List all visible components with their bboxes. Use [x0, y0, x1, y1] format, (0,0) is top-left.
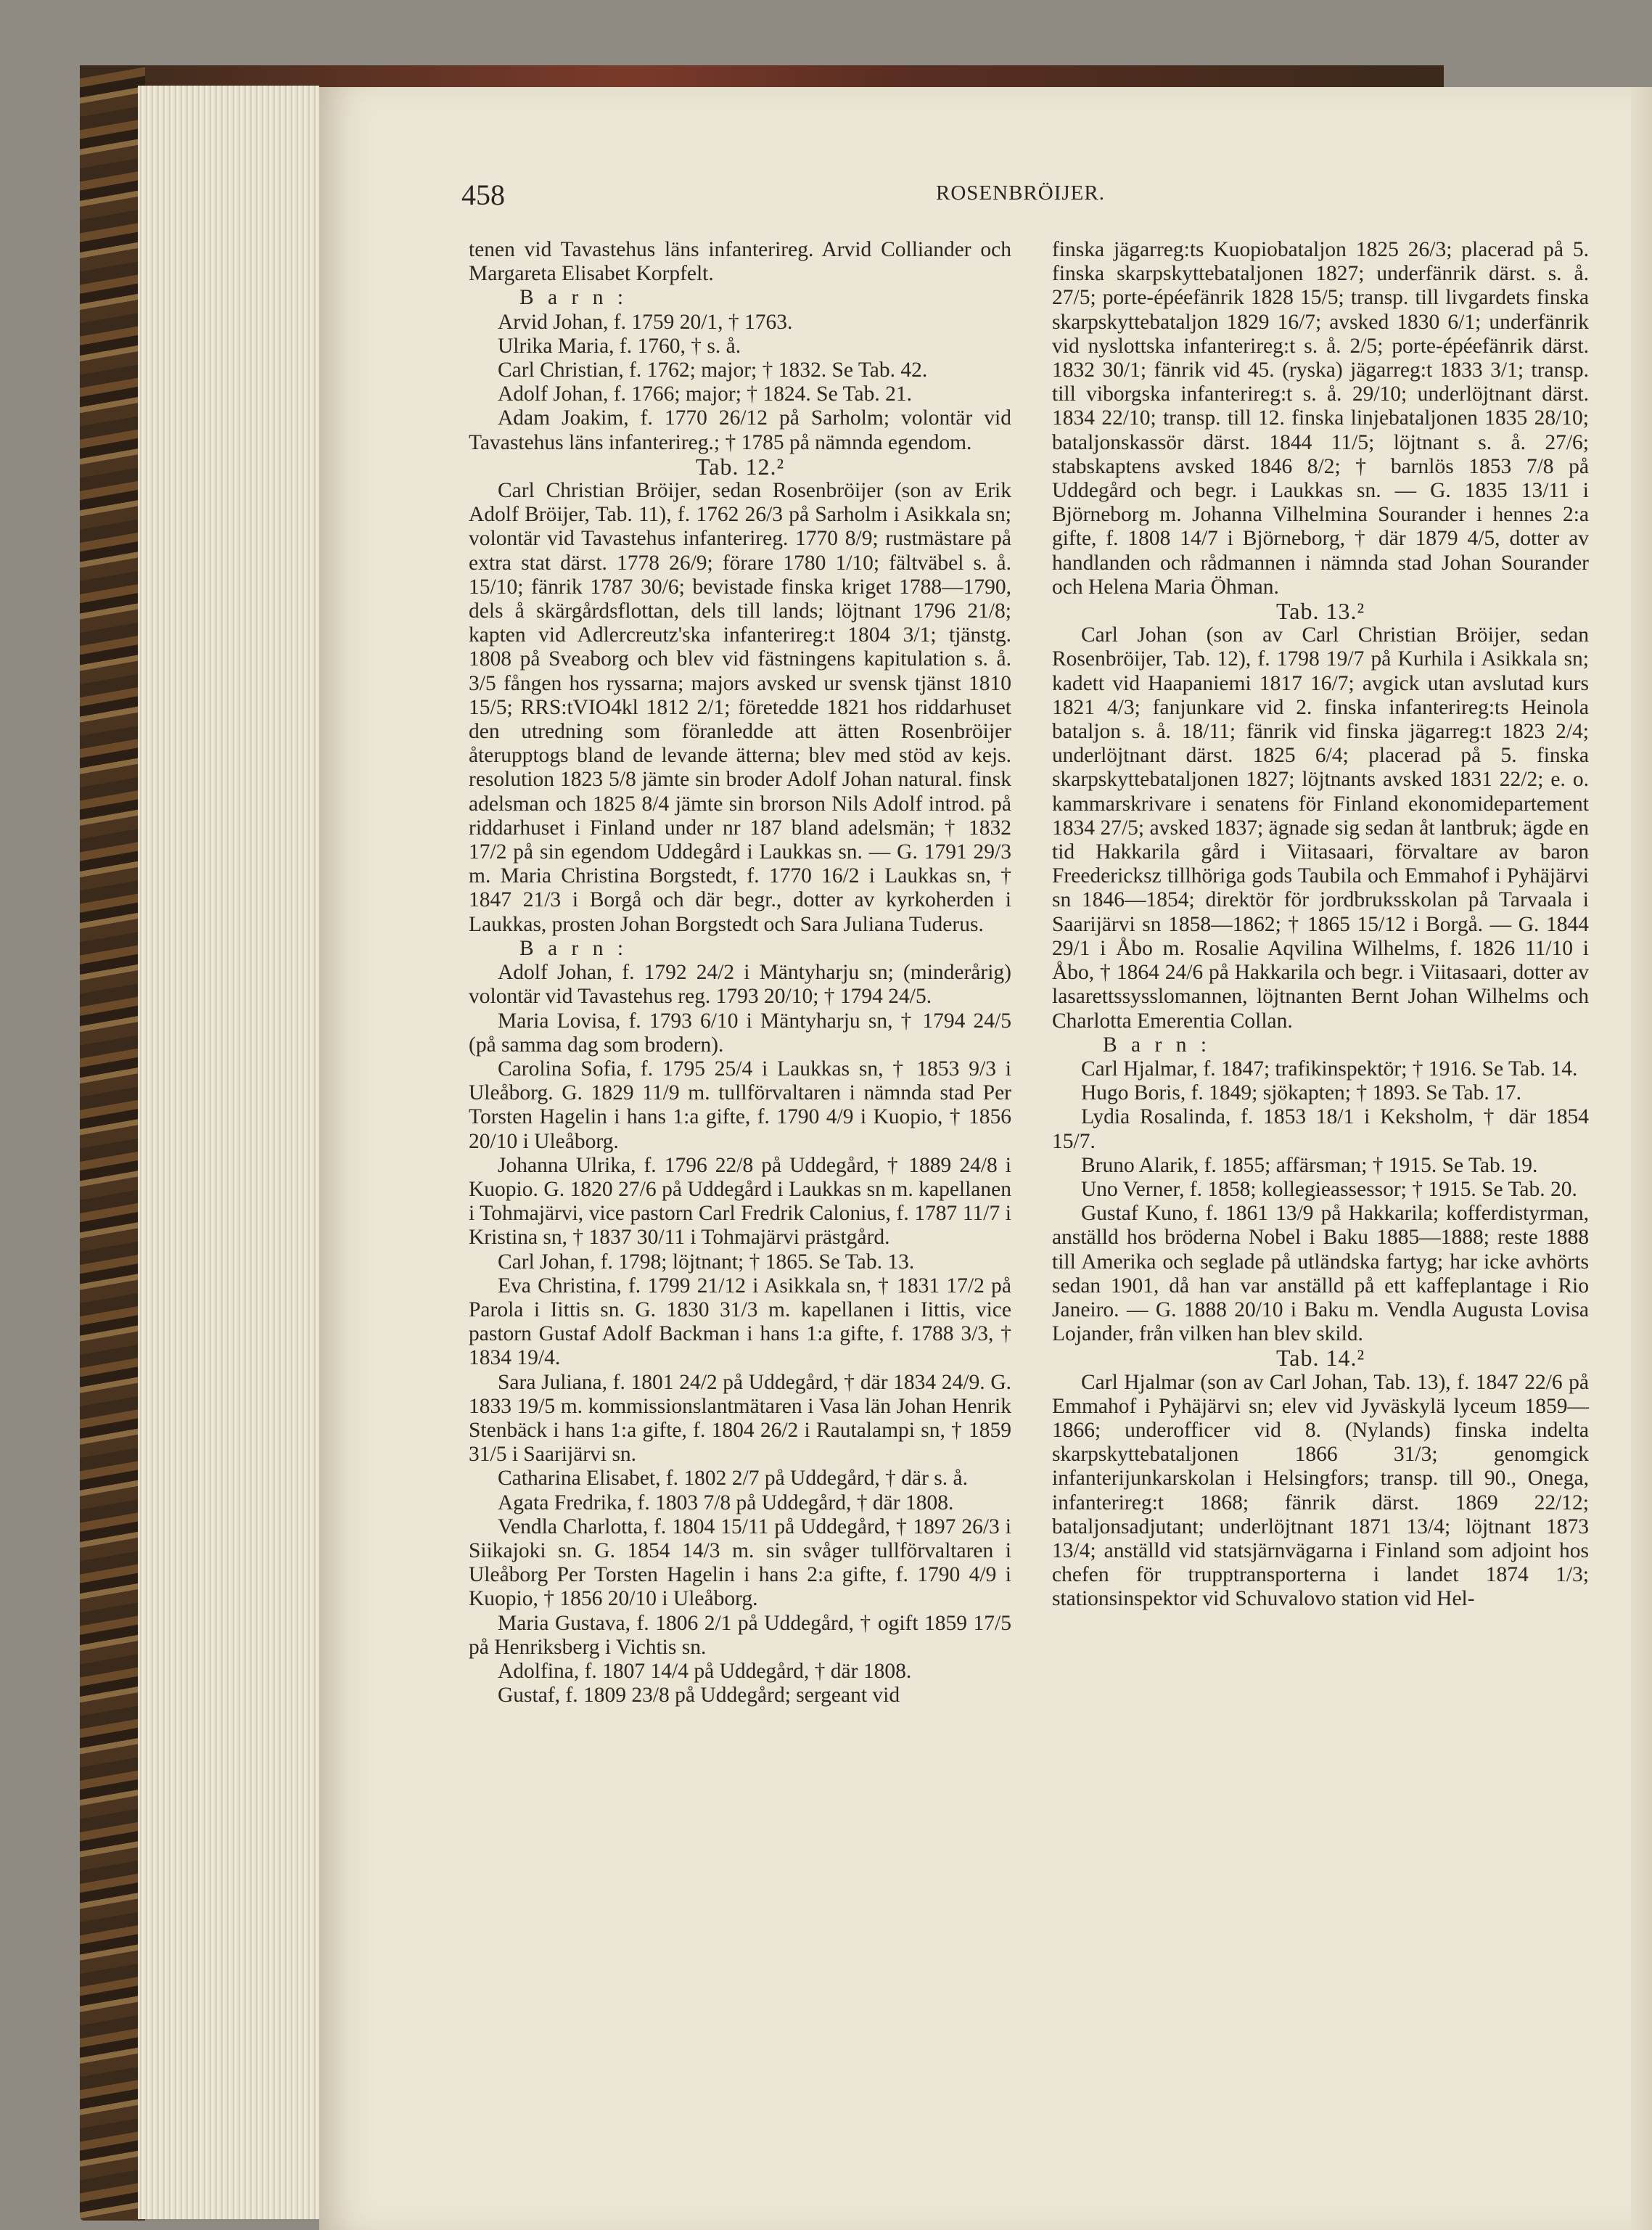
- child-entry: Sara Juliana, f. 1801 24/2 på Uddegård, † där 1834 24/9. G. 1833 19/5 m. kommissionslantmätaren i Vasa län Johan Henrik Stenbäck i hans 1:a gifte, f. 1804 26/2 i Rautalampi sn, † 1859 31/5 i Saarijärvi sn.: [469, 1370, 1011, 1467]
- children-heading: B a r n :: [519, 936, 628, 960]
- child-entry: Eva Christina, f. 1799 21/12 i Asikkala sn, † 1831 17/2 på Parola i Iittis sn. G. 1830 31/3 m. kapellanen i Iittis, vice pastorn Gustaf Adolf Backman i hans 1:a gifte, f. 1788 3/3, † 1834 19/4.: [469, 1274, 1011, 1370]
- table-heading: Tab. 14.²: [1275, 1345, 1365, 1372]
- child-entry: Gustaf, f. 1809 23/8 på Uddegård; sergeant vid: [498, 1684, 900, 1708]
- children-heading: B a r n :: [1103, 1033, 1212, 1057]
- table-heading: Tab. 13.²: [1275, 598, 1365, 625]
- page-right-edge: [1631, 87, 1652, 2230]
- child-entry: Adam Joakim, f. 1770 26/12 på Sarholm; volontär vid Tavastehus läns infanterireg.; † 1785 på nämnda egendom.: [469, 406, 1011, 454]
- child-entry: Arvid Johan, f. 1759 20/1, † 1763.: [498, 310, 793, 334]
- running-title: ROSENBRÖIJER.: [936, 181, 1105, 205]
- child-entry: Catharina Elisabet, f. 1802 2/7 på Uddegård, † där s. å.: [498, 1467, 968, 1491]
- children-heading: B a r n :: [519, 286, 628, 310]
- child-entry: Johanna Ulrika, f. 1796 22/8 på Uddegård, † 1889 24/8 i Kuopio. G. 1820 27/6 på Uddegård i Laukkas sn m. kapellanen i Tohmajärvi, vice pastorn Carl Fredrik Calonius, f. 1787 11/7 i Kristina sn, † 1837 30/11 i Tohmajärvi prästgård.: [469, 1153, 1011, 1250]
- paragraph: Carl Christian Bröijer, sedan Rosenbröijer (son av Erik Adolf Bröijer, Tab. 11), f. 1762 26/3 på Sarholm i Asikkala sn; volontär vid Tavastehus infanterireg. 1770 8/9; rustmästare på extra stat därst. 1778 26/9; förare 1780 1/10; fältväbel s. å. 15/10; fänrik 1787 30/6; bevistade finska kriget 1788—1790, dels å skärgårdsflottan, dels till lands; löjtnant 1796 21/8; kapten vid Adlercreutz'ska infanterireg:t 1804 3/1; tjänstg. 1808 på Sveaborg och blev vid fästningens kapitulation s. å. 3/5 fången hos ryssarna; majors avsked ur svensk tjänst 1810 15/5; RRS:tVIO4kl 1812 2/1; företedde 1821 hos riddarhuset den utredning som föranledde att ätten Rosenbröijer återupptogs bland de levande ätterna; blev med stöd av kejs. resolution 1823 5/8 jämte sin broder Adolf Johan natural. finsk adelsman och 1825 8/4 jämte sin brorson Nils Adolf introd. på riddarhuset i Finland under nr 187 bland adelsmän; † 1832 17/2 på sin egendom Uddegård i Laukkas sn. — G. 1791 29/3 m. Maria Christina Borgstedt, f. 1770 16/2 i Laukkas sn, † 1847 21/3 i Borgå och där begr., dotter av kyrkoherden i Laukkas, prosten Johan Borgstedt och Sara Juliana Tuderus.: [469, 479, 1011, 936]
- paragraph: finska jägarreg:ts Kuopiobataljon 1825 26/3; placerad på 5. finska skarpskyttebataljonen 1827; underfänrik därst. s. å. 27/5; porte-épéefänrik 1828 15/5; transp. till livgardets finska skarpskyttebataljon 1829 16/7; avsked 1830 6/1; underfänrik vid nyslottska infanterireg:t s. å. 2/5; porte-épéefänrik därst. 1832 30/1; fänrik vid 45. (ryska) jägarreg:t 1833 3/1; transp. till viborgska infanterireg:t s. å. 29/10; underlöjtnant därst. 1834 22/10; transp. till 12. finska linjebataljonen 1835 28/10; bataljonskassör därst. 1844 11/5; löjtnant s. å. 27/6; stabskaptens avsked 1846 8/2; † barnlös 1853 7/8 på Uddegård och begr. i Laukkas sn. — G. 1835 13/11 i Björneborg m. Johanna Vilhelmina Sourander i hennes 2:a gifte, f. 1808 14/7 i Björneborg, † där 1879 4/5, dotter av handlanden och rådmannen i nämnda stad Johan Sourander och Helena Maria Öhman.: [1052, 238, 1589, 599]
- child-entry: Maria Lovisa, f. 1793 6/10 i Mäntyharju sn, † 1794 24/5 (på samma dag som brodern).: [469, 1009, 1011, 1057]
- child-entry: Ulrika Maria, f. 1760, † s. å.: [498, 334, 741, 358]
- child-entry: Carl Christian, f. 1762; major; † 1832. Se Tab. 42.: [498, 358, 928, 382]
- child-entry: Carl Hjalmar, f. 1847; trafikinspektör; † 1916. Se Tab. 14.: [1081, 1057, 1578, 1081]
- child-entry: Agata Fredrika, f. 1803 7/8 på Uddegård, † där 1808.: [498, 1491, 954, 1514]
- paragraph: Carl Hjalmar (son av Carl Johan, Tab. 13), f. 1847 22/6 på Emmahof i Pyhäjärvi sn; elev vid Jyväskylä lyceum 1859—1866; underofficer vid 8. (Nylands) finska indelta skarpskyttebataljonen 1866 31/3; genomgick infanterijunkarskolan i Helsingfors; transp. till 90., Onega, infanterireg:t 1868; fänrik därst. 1869 22/12; bataljonsadjutant; underlöjtnant 1871 13/4; löjtnant 1873 13/4; anställd vid statsjärnvägarna i Finland som adjoint hos chefen för trupptransporterna i landet 1874 1/3; stationsinspektor vid Schuvalovo station vid Hel-: [1052, 1370, 1589, 1611]
- child-entry: Adolfina, f. 1807 14/4 på Uddegård, † där 1808.: [498, 1659, 912, 1683]
- right-column: [1052, 238, 1589, 1612]
- page-number: 458: [461, 179, 505, 211]
- child-entry: Bruno Alarik, f. 1855; affärsman; † 1915. Se Tab. 19.: [1081, 1153, 1538, 1177]
- child-entry: Gustaf Kuno, f. 1861 13/9 på Hakkarila; kofferdistyrman, anställd hos bröderna Nobel i Baku 1885—1888; reste 1888 till Amerika och seglade på utländska fartyg; har icke avhörts sedan 1901, då han var anställd på ett kaffeplantage i Rio Janeiro. — G. 1888 20/10 i Baku m. Vendla Augusta Lovisa Lojander, från vilken han blev skild.: [1052, 1202, 1589, 1346]
- child-entry: Adolf Johan, f. 1766; major; † 1824. Se Tab. 21.: [498, 382, 912, 406]
- child-entry: Carolina Sofia, f. 1795 25/4 i Laukkas sn, † 1853 9/3 i Uleåborg. G. 1829 11/9 m. tullförvaltaren i nämnda stad Per Torsten Hagelin i hans 1:a gifte, f. 1790 4/9 i Kuopio, † 1856 20/10 i Uleåborg.: [469, 1057, 1011, 1153]
- child-entry: Uno Verner, f. 1858; kollegieassessor; † 1915. Se Tab. 20.: [1081, 1177, 1577, 1201]
- page-edges: [138, 86, 319, 2219]
- child-entry: Carl Johan, f. 1798; löjtnant; † 1865. Se Tab. 13.: [498, 1250, 915, 1274]
- child-entry: Vendla Charlotta, f. 1804 15/11 på Uddegård, † 1897 26/3 i Siikajoki sn. G. 1854 14/3 m. sin svåger tullförvaltaren i Uleåborg Per Torsten Hagelin i hans 2:a gifte, f. 1790 4/9 i Kuopio, † 1856 20/10 i Uleåborg.: [469, 1514, 1011, 1611]
- paragraph: Carl Johan (son av Carl Christian Bröijer, sedan Rosenbröijer, Tab. 12), f. 1798 19/7 på Kurhila i Asikkala sn; kadett vid Haapaniemi 1817 16/7; avgick utan avslutad kurs 1821 4/3; fanjunkare vid 2. finska infanterireg:ts Heinola bataljon s. å. 18/11; fänrik vid finska jägarreg:t 1823 2/4; underlöjtnant därst. 1825 6/4; placerad på 5. finska skarpskyttebataljonen 1827; löjtnants avsked 1831 22/2; e. o. kammarskrivare i senatens för Finland ekonomidepartement 1834 27/5; avsked 1837; ägnade sig sedan åt lantbruk; ägde en tid Hakkarila gård i Viitasaari, förvaltare av baron Freedericksz tillhöriga gods Taubila och Emmahof i Pyhäjärvi sn 1846—1854; direktör för jordbruksskolan på Tarvaala i Saarijärvi sn 1858—1862; † 1865 15/12 i Borgå. — G. 1844 29/1 i Åbo m. Rosalie Aqvilina Wilhelms, f. 1826 11/10 i Åbo, † 1864 24/6 på Hakkarila och begr. i Viitasaari, dotter av lasarettssysslomannen, löjtnanten Bernt Johan Wilhelms och Charlotta Emerentia Collan.: [1052, 623, 1589, 1033]
- book-cover-binding: [80, 65, 145, 2221]
- table-heading: Tab. 12.²: [695, 453, 785, 480]
- child-entry: Maria Gustava, f. 1806 2/1 på Uddegård, † ogift 1859 17/5 på Henriksberg i Vichtis sn.: [469, 1611, 1011, 1659]
- child-entry: Lydia Rosalinda, f. 1853 18/1 i Keksholm, † där 1854 15/7.: [1052, 1105, 1589, 1153]
- left-column: [469, 238, 1011, 1708]
- paragraph: tenen vid Tavastehus läns infanterireg. Arvid Colliander och Margareta Elisabet Korpfelt.: [469, 238, 1011, 286]
- child-entry: Hugo Boris, f. 1849; sjökapten; † 1893. Se Tab. 17.: [1081, 1081, 1522, 1105]
- child-entry: Adolf Johan, f. 1792 24/2 i Mäntyharju sn; (minderårig) volontär vid Tavastehus reg. 1793 20/10; † 1794 24/5.: [469, 961, 1011, 1009]
